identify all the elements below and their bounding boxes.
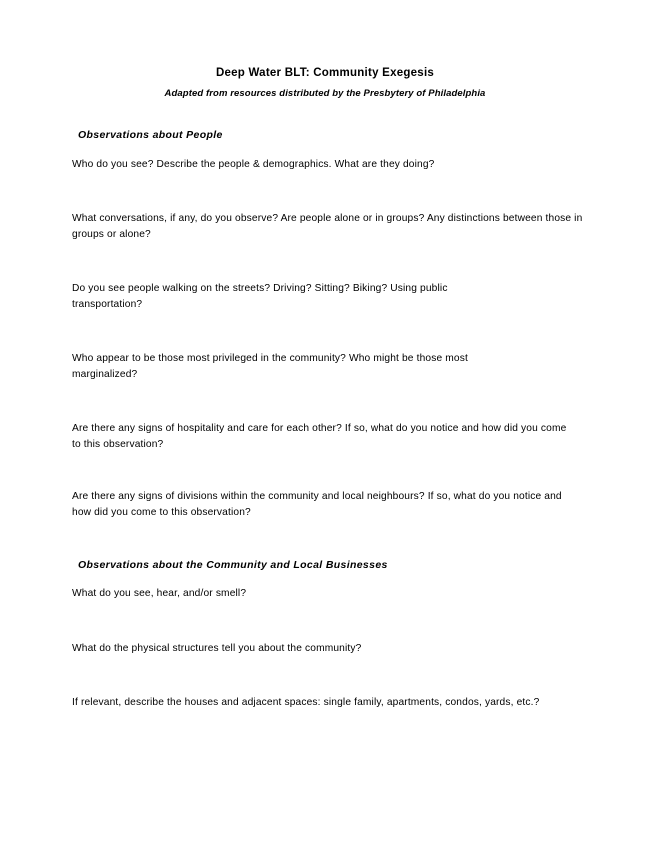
question-people-5: Are there any signs of hospitality and care for each other? If so, what do you notice and how did you come to this observation?: [72, 423, 567, 450]
question-community-3: If relevant, describe the houses and adjacent spaces: single family, apartments, condos, yards, etc.?: [72, 697, 540, 708]
question-people-4: Who appear to be those most privileged in the community? Who might be those most marginalized?: [72, 353, 468, 380]
question-community-1: What do you see, hear, and/or smell?: [72, 588, 247, 599]
page-subtitle: Adapted from resources distributed by the Presbytery of Philadelphia: [164, 88, 486, 99]
question-community-2: What do the physical structures tell you about the community?: [72, 643, 362, 654]
question-people-2: What conversations, if any, do you observe? Are people alone or in groups? Any distinctions between those in groups or alone?: [72, 213, 583, 240]
question-people-1: Who do you see? Describe the people & demographics. What are they doing?: [72, 159, 435, 170]
question-people-6: Are there any signs of divisions within the community and local neighbours? If so, what do you notice and how did you come to this observation?: [72, 491, 562, 518]
section-heading-community: Observations about the Community and Local Businesses: [78, 559, 388, 571]
section-heading-people: Observations about People: [78, 129, 223, 141]
page-title: Deep Water BLT: Community Exegesis: [215, 67, 435, 79]
question-people-3: Do you see people walking on the streets? Driving? Sitting? Biking? Using public transportation?: [72, 283, 448, 310]
